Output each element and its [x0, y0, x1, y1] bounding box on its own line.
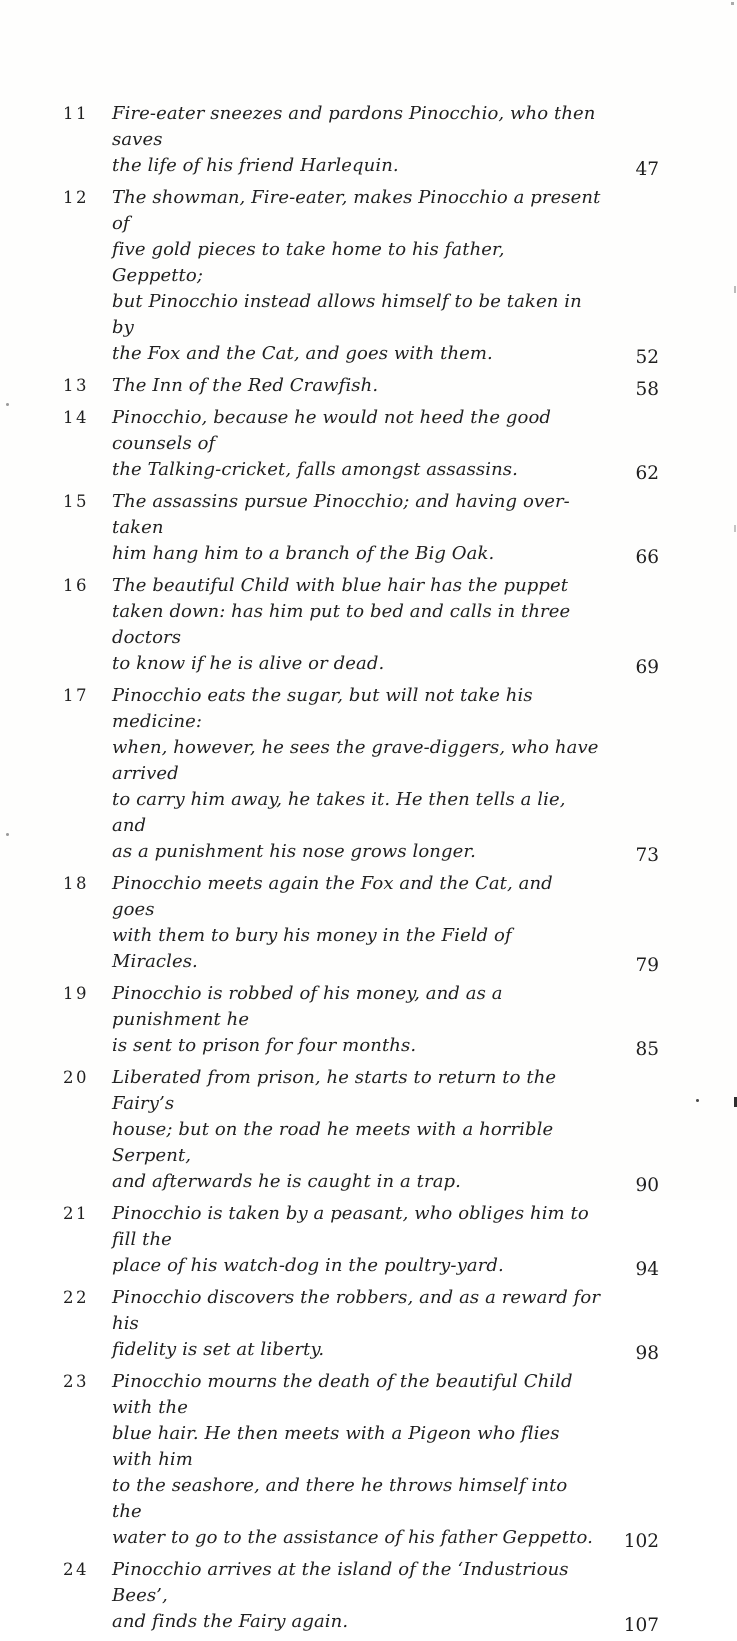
- description-line: Pinocchio is taken by a peasant, who obliges him to fill the: [112, 1203, 589, 1250]
- scan-speck: [696, 1099, 699, 1102]
- toc-entry: [63, 1557, 659, 1635]
- description-line: the Fox and the Cat, and goes with them.: [112, 343, 493, 364]
- page-number: 102: [623, 1531, 659, 1552]
- chapter-description: [112, 683, 601, 865]
- toc-entry: [63, 101, 659, 179]
- chapter-number: 12: [63, 188, 89, 207]
- scan-speck: [6, 833, 9, 836]
- description-line: the life of his friend Harlequin.: [112, 155, 399, 176]
- chapter-number: 16: [63, 576, 89, 595]
- description-line: Pinocchio arrives at the island of the ‘Industrious Bees’,: [112, 1559, 569, 1606]
- description-line: water to go to the assistance of his father Geppetto.: [112, 1527, 593, 1548]
- page-number: 62: [635, 463, 659, 484]
- description-line: and finds the Fairy again.: [112, 1611, 349, 1632]
- table-of-contents: [63, 101, 659, 1641]
- description-line: Pinocchio is robbed of his money, and as a punishment he: [112, 983, 503, 1030]
- toc-entry: [63, 405, 659, 483]
- scan-speck: [731, 2, 734, 5]
- chapter-number: 24: [63, 1560, 89, 1579]
- description-line: The Inn of the Red Crawfish.: [112, 375, 379, 396]
- description-line: place of his watch-dog in the poultry-yard.: [112, 1255, 504, 1276]
- chapter-number: 13: [63, 376, 89, 395]
- chapter-description: [112, 101, 601, 179]
- chapter-description: [112, 871, 601, 975]
- description-line: to carry him away, he takes it. He then tells a lie, and: [112, 789, 566, 836]
- chapter-description: [112, 405, 601, 483]
- page-number: 79: [635, 955, 659, 976]
- description-line: but Pinocchio instead allows himself to be taken in by: [112, 291, 582, 338]
- chapter-description: [112, 1369, 601, 1551]
- page-number: 85: [635, 1039, 659, 1060]
- toc-entry: [63, 185, 659, 367]
- description-line: blue hair. He then meets with a Pigeon who flies with him: [112, 1423, 560, 1470]
- chapter-number: 22: [63, 1288, 89, 1307]
- chapter-number: 19: [63, 984, 89, 1003]
- chapter-description: [112, 1201, 601, 1279]
- page-number: 52: [635, 347, 659, 368]
- description-line: Pinocchio mourns the death of the beautiful Child with the: [112, 1371, 573, 1418]
- toc-entry: [63, 573, 659, 677]
- description-line: Pinocchio discovers the robbers, and as a reward for his: [112, 1287, 601, 1334]
- chapter-description: [112, 489, 601, 567]
- description-line: Pinocchio, because he would not heed the good counsels of: [112, 407, 552, 454]
- page-number: 98: [635, 1343, 659, 1364]
- toc-entry: [63, 1065, 659, 1195]
- description-line: fidelity is set at liberty.: [112, 1339, 325, 1360]
- toc-entry: [63, 1201, 659, 1279]
- toc-entry: [63, 489, 659, 567]
- description-line: house; but on the road he meets with a horrible Serpent,: [112, 1119, 554, 1166]
- toc-entry: [63, 683, 659, 865]
- page-number: 58: [635, 379, 659, 400]
- toc-entry: [63, 981, 659, 1059]
- page-number: 107: [623, 1615, 659, 1636]
- description-line: with them to bury his money in the Field of Miracles.: [112, 925, 512, 972]
- description-line: the Talking-cricket, falls amongst assassins.: [112, 459, 518, 480]
- page-number: 73: [635, 845, 659, 866]
- page-number: 90: [635, 1175, 659, 1196]
- scan-speck: [734, 525, 736, 532]
- description-line: Fire-eater sneezes and pardons Pinocchio, who then saves: [112, 103, 596, 150]
- page-number: 47: [635, 159, 659, 180]
- description-line: The showman, Fire-eater, makes Pinocchio a present of: [112, 187, 601, 234]
- chapter-description: [112, 373, 601, 399]
- chapter-number: 11: [63, 104, 89, 123]
- chapter-description: [112, 1557, 601, 1635]
- chapter-description: [112, 573, 601, 677]
- page-number: 69: [635, 657, 659, 678]
- toc-entry: [63, 871, 659, 975]
- chapter-number: 17: [63, 686, 89, 705]
- description-line: five gold pieces to take home to his father, Geppetto;: [112, 239, 505, 286]
- chapter-number: 21: [63, 1204, 89, 1223]
- description-line: him hang him to a branch of the Big Oak.: [112, 543, 495, 564]
- description-line: The assassins pursue Pinocchio; and having over- taken: [112, 491, 570, 538]
- scan-speck: [6, 403, 9, 406]
- scan-speck: [734, 286, 736, 293]
- chapter-number: 18: [63, 874, 89, 893]
- description-line: as a punishment his nose grows longer.: [112, 841, 476, 862]
- chapter-description: [112, 981, 601, 1059]
- description-line: taken down: has him put to bed and calls in three doctors: [112, 601, 571, 648]
- chapter-number: 23: [63, 1372, 89, 1391]
- toc-entry: [63, 1369, 659, 1551]
- chapter-description: [112, 1285, 601, 1363]
- description-line: to the seashore, and there he throws himself into the: [112, 1475, 568, 1522]
- description-line: Pinocchio eats the sugar, but will not take his medicine:: [112, 685, 533, 732]
- description-line: to know if he is alive or dead.: [112, 653, 385, 674]
- description-line: Pinocchio meets again the Fox and the Cat, and goes: [112, 873, 553, 920]
- chapter-number: 20: [63, 1068, 89, 1087]
- description-line: Liberated from prison, he starts to return to the Fairy’s: [112, 1067, 557, 1114]
- description-line: The beautiful Child with blue hair has the puppet: [112, 575, 569, 596]
- toc-entry: [63, 1285, 659, 1363]
- page-number: 94: [635, 1259, 659, 1280]
- description-line: when, however, he sees the grave-diggers, who have arrived: [112, 737, 599, 784]
- chapter-description: [112, 185, 601, 367]
- chapter-number: 15: [63, 492, 89, 511]
- toc-entry: [63, 373, 659, 399]
- description-line: and afterwards he is caught in a trap.: [112, 1171, 461, 1192]
- page-number: 66: [635, 547, 659, 568]
- chapter-description: [112, 1065, 601, 1195]
- chapter-number: 14: [63, 408, 89, 427]
- description-line: is sent to prison for four months.: [112, 1035, 417, 1056]
